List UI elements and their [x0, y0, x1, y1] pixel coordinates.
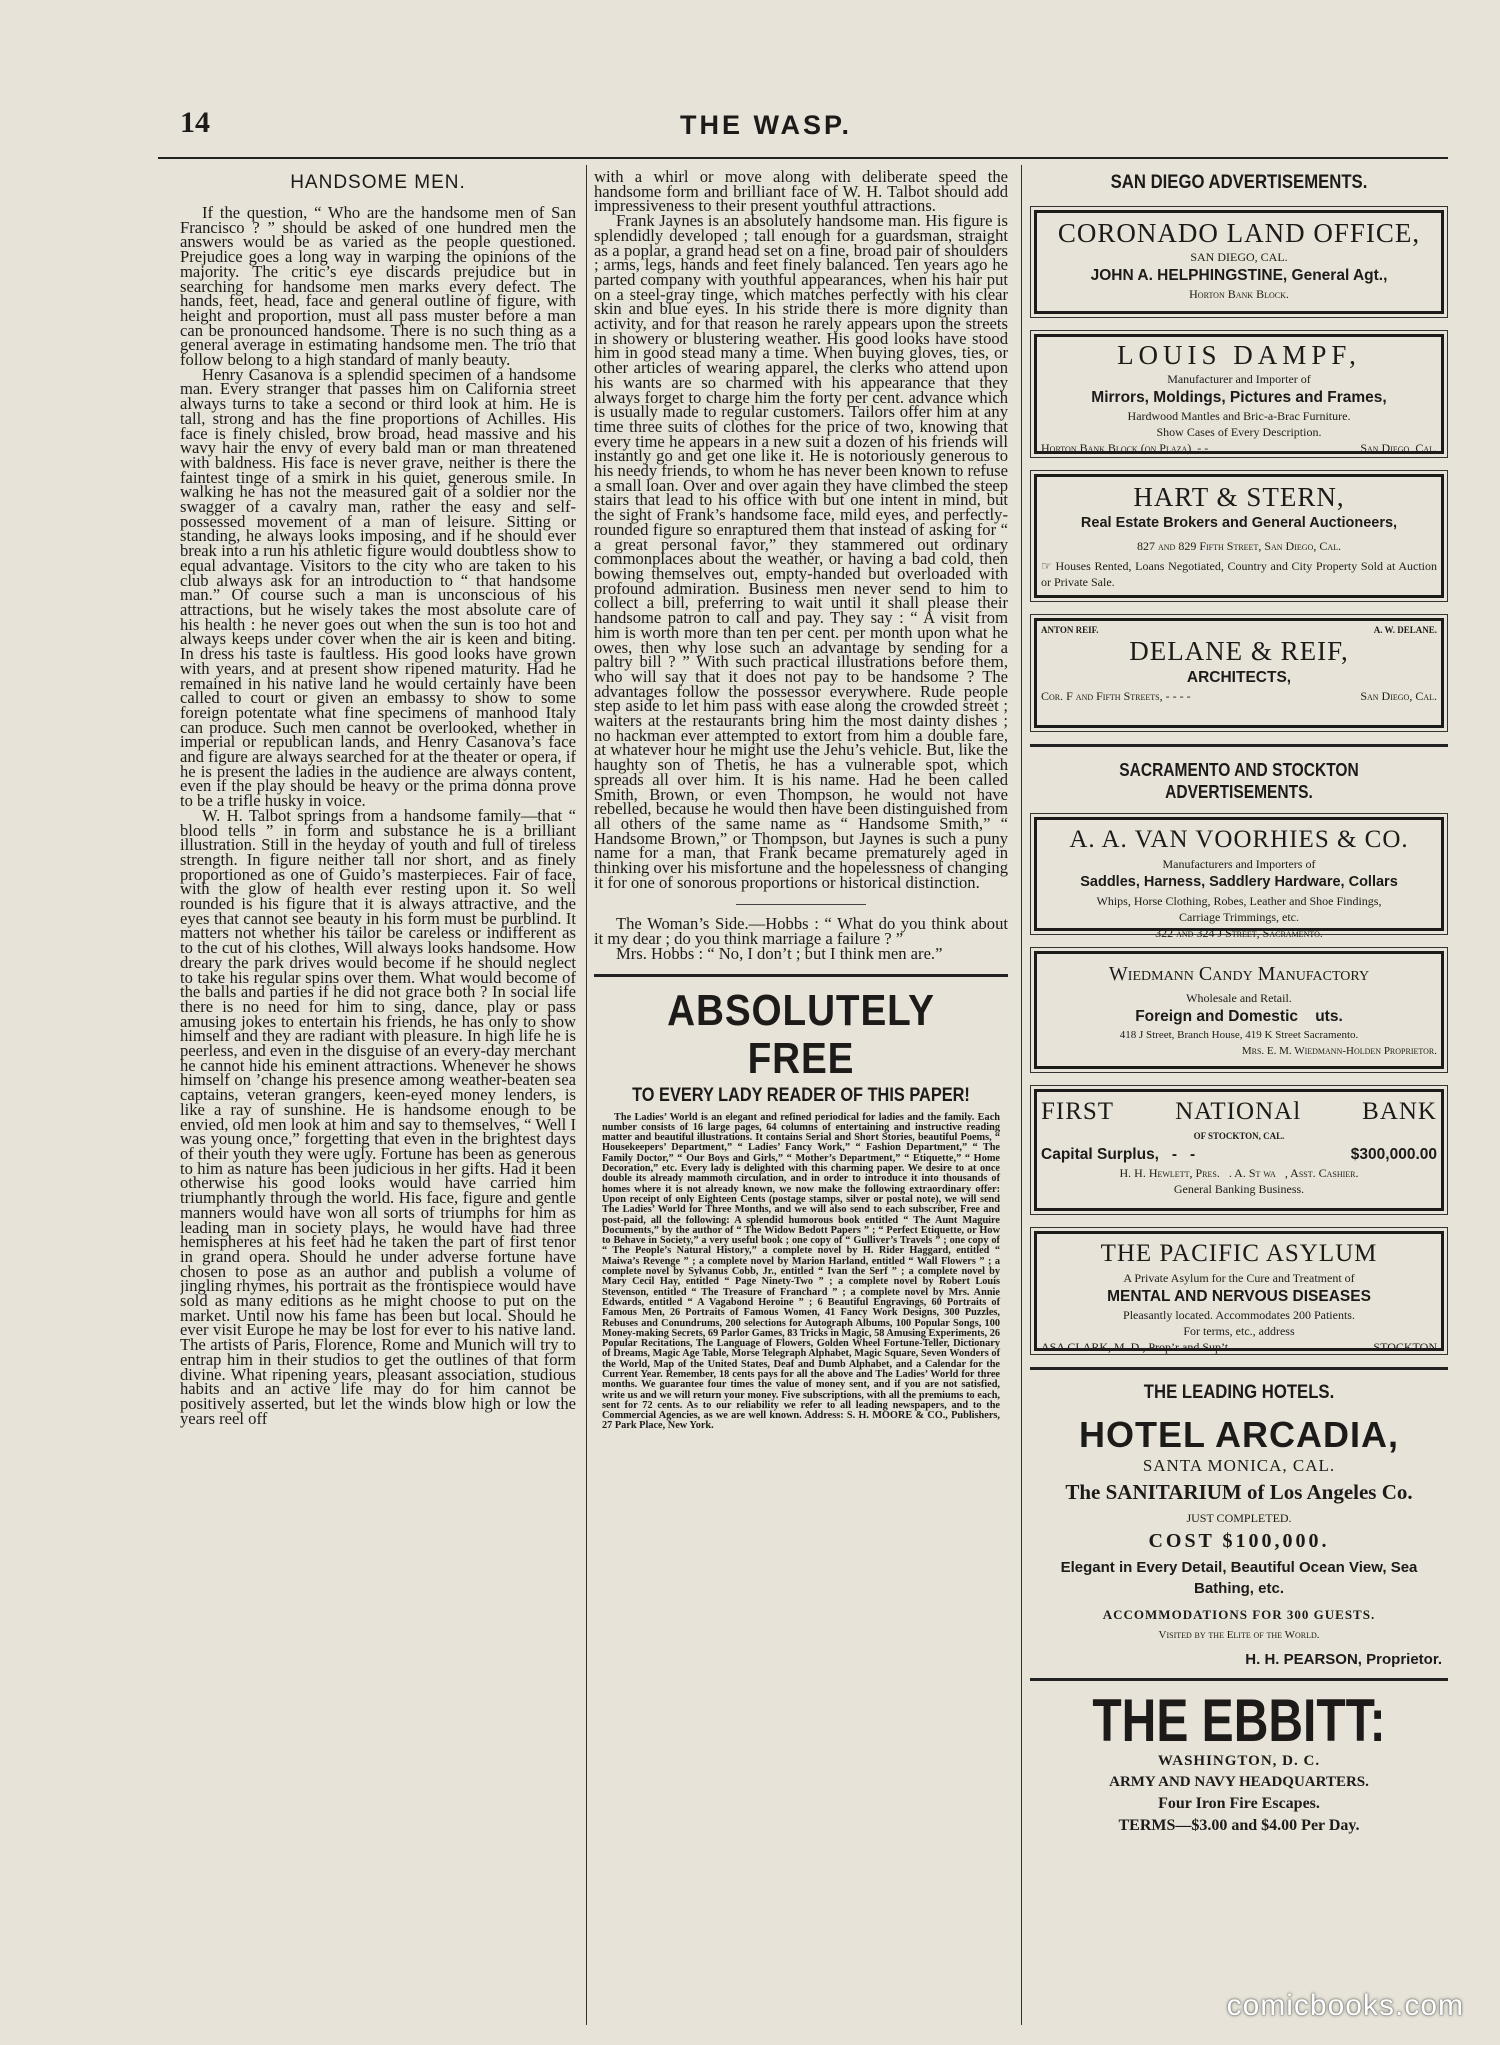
section-rule [1030, 744, 1448, 747]
article-column-2 [594, 170, 1008, 2038]
ad-agent: JOHN A. HELPHINGSTINE, General Agt., [1090, 267, 1388, 284]
ad-desc: Elegant in Every Detail, Beautiful Ocean View, Sea Bathing, etc. [1060, 1559, 1418, 1597]
ad-wiedmann [1030, 947, 1448, 1073]
ad-address: Horton Bank Block (on Plaza), - - [1041, 441, 1209, 455]
ad-name: A. A. VAN VOORHIES & CO. [1069, 826, 1409, 853]
column-divider-1 [586, 165, 587, 2025]
ad-hotel-arcadia [1030, 1414, 1448, 1668]
ad-accommodations: ACCOMMODATIONS FOR 300 GUESTS. [1102, 1607, 1376, 1622]
ad-address-row [1041, 1339, 1437, 1355]
ad-cost: COST $100,000. [1148, 1530, 1330, 1552]
ad-line: Carriage Trimmings, etc. [1179, 910, 1299, 924]
ad-hart-stern [1030, 470, 1448, 602]
ad-name-part: FIRST [1041, 1098, 1115, 1125]
ad-desc: A Private Asylum for the Cure and Treatment of [1123, 1271, 1355, 1285]
ad-proprietor: H. H. PEARSON, Proprietor. [1245, 1651, 1442, 1668]
ad-capital-value: $300,000.00 [1350, 1146, 1437, 1163]
ad-status: JUST COMPLETED. [1186, 1511, 1292, 1525]
ad-escapes: Four Iron Fire Escapes. [1158, 1795, 1320, 1812]
ad-hq: ARMY AND NAVY HEADQUARTERS. [1109, 1774, 1369, 1790]
ad-proprietor: Mrs. E. M. Wiedmann-Holden Proprietor. [1241, 1045, 1437, 1057]
ad-name: HOTEL ARCADIA, [1079, 1414, 1399, 1455]
ad-name: DELANE & REIF, [1129, 636, 1349, 666]
ad-name: Wiedmann Candy Manufactory [1108, 963, 1370, 985]
ad-city: SANTA MONICA, CAL. [1142, 1456, 1336, 1475]
separator-rule [594, 974, 1008, 977]
article-paragraph: with a whirl or move along with deliberate speed the handsome form and brilliant face of W. H. Talbot should add impressiveness to their present youthful attractions. [594, 170, 1008, 216]
ad-name-part: NATIONAl [1175, 1098, 1302, 1125]
article-paragraph: Frank Jaynes is an absolutely handsome man. His figure is splendidly developed ; tall enough for a guardsman, straight as a poplar, a grand head set on a fine, broad pair of shoulders ; arms, legs, hands and feet finely balanced. Ten years ago he parted company with youthful appearances, when his hair put on a steel-gray tinge, which matches perfectly with his clear skin and blue eyes. In his stride there is more dignity than activity, and for that reason he rarely appears upon the streets in showery or blustering weather. His good looks have stood him in good stead many a time. When buying gloves, ties, or other articles of wearing apparel, the clerks who attend upon his wants are so charmed with his appearance that they always forget to charge him the forty per cent. advance which is usually made to regular customers. Tailors offer him at any time three suits of clothes for the price of two, knowing that every time he appears in a new suit a dozen of his friends will instantly go and get one like it. He is notoriously generous to his needy friends, to whom he has never been known to refuse a small loan. Over and over again they have climbed the steep stairs that lead to his office with but one intent in mind, but the sight of Frank’s handsome face, mild eyes, and perfectly-rounded figure so enraptured them that instead of asking for “ a great personal favor,” they stammered out ordinary commonplaces about the weather, or having a bad cold, then bowing themselves out, empty-handed but overloaded with profound admiration. Business men never send to him to collect a bill, preferring to wait until it shall please their handsome patron to call and pay. They say : “ A visit from him is worth more than ten per cent. per month upon what he owes, then why lose such an advantage by sending for a paltry bill ? ” With such practical illustrations before them, who will say that it does not pay to be handsome ? The advantages follow the possessor everywhere. Rude people step aside to let him pass with ease along the crowded street ; waiters at the restaurants bring him the most dainty dishes ; no hackman ever attempted to extort from him a double fare, at whatever hour he might use the Jehu’s vehicle. But, like the haughty son of Thetis, he has a vulnerable spot, which spreads all over him. It is his name. Had he been called Smith, Brown, or even Thompson, he would not have rebelled, because he would then have been distinguished from all others of the same name as “ Handsome Smith,” “ Handsome Brown,” or Thompson, but Jaynes is such a puny name for a man, that Frank became prematurely aged in thinking over his misfortune and the hopelessness of changing it for one of sonorous proportions or historical distinction. [594, 211, 1008, 892]
ad-ebbitt [1030, 1689, 1448, 1835]
ad-van-voorhies [1030, 813, 1448, 940]
ad-address: 827 and 829 Fifth Street, San Diego, Cal. [1136, 539, 1341, 553]
ad-address: 322 and 324 J Street, Sacramento. [1155, 926, 1323, 940]
ad-address: 418 J Street, Branch House, 419 K Street Sacramento. [1119, 1029, 1359, 1041]
ad-city: STOCKTON [1373, 1340, 1437, 1354]
ad-coronado [1030, 206, 1448, 318]
ad-visited: Visited by the Elite of the World. [1158, 1629, 1320, 1641]
ad-desc: Manufacturer and Importer of [1167, 372, 1311, 386]
ad-name-row [1041, 1096, 1437, 1128]
ad-city: OF STOCKTON, CAL. [1193, 1131, 1285, 1141]
ad-partner: A. W. DELANE. [1373, 625, 1437, 635]
ad-city: San Diego, Cal. [1360, 689, 1437, 703]
ad-address: Horton Bank Block. [1189, 287, 1289, 301]
ad-address-row [1041, 440, 1437, 456]
article-column-1 [180, 165, 576, 2033]
ad-goods: Saddles, Harness, Saddlery Hardware, Collars [1080, 874, 1398, 890]
ad-city: San Diego, Cal. [1360, 441, 1437, 455]
page-number: 14 [180, 106, 210, 139]
ad-delane-reif [1030, 614, 1448, 732]
ad-address: Cor. F and Fifth Streets, - - - - [1041, 689, 1191, 703]
ad-name: THE EBBITT: [1092, 1687, 1386, 1754]
watermark: comicbooks.com [1226, 1989, 1464, 2022]
ad-terms: TERMS—$3.00 and $4.00 Per Day. [1118, 1817, 1360, 1834]
ad-city: SAN DIEGO, CAL. [1190, 250, 1288, 264]
ad-name: LOUIS DAMPF, [1117, 340, 1361, 370]
joke-text: The Woman’s Side.—Hobbs : “ What do you think about it my dear ; do you think marriage a failure ? ” [594, 914, 1008, 949]
ad-line: The SANITARIUM of Los Angeles Co. [1065, 1480, 1413, 1504]
ad-capital-label: Capital Surplus, - - [1041, 1146, 1196, 1163]
free-ad-subtitle: TO EVERY LADY READER OF THIS PAPER! [632, 1084, 970, 1106]
article-heading: HANDSOME MEN. [290, 172, 466, 193]
top-rule [158, 157, 1448, 159]
section-rule [1030, 1678, 1448, 1681]
ad-goods: Foreign and Domestic uts. [1135, 1008, 1343, 1025]
ad-name: THE PACIFIC ASYLUM [1100, 1240, 1378, 1267]
ad-desc: Real Estate Brokers and General Auctioneers, [1080, 515, 1398, 531]
ad-address: ASA CLARK, M. D., Prop’r and Sup’t. [1041, 1340, 1232, 1354]
separator-rule [736, 904, 866, 905]
ad-desc: Wholesale and Retail. [1186, 991, 1292, 1005]
ad-goods: MENTAL AND NERVOUS DISEASES [1107, 1288, 1371, 1305]
ads-column [1030, 168, 1448, 2038]
free-ad-title: ABSOLUTELY FREE [667, 985, 935, 1083]
ad-line: Whips, Horse Clothing, Robes, Leather and Shoe Findings, [1096, 894, 1382, 908]
ad-line: Pleasantly located. Accommodates 200 Patients. [1123, 1308, 1355, 1322]
ad-desc: ARCHITECTS, [1186, 669, 1292, 686]
ad-pacific-asylum [1030, 1227, 1448, 1355]
free-ad-body: The Ladies’ World is an elegant and refined periodical for ladies and the family. Each number consists of 16 large pages, 64 columns of entertaining and instructive reading matter and beautiful illustrations. It contains Serial and Short Stories, beautiful Poems, “ Housekeepers’ Department,” “ Ladies’ Fancy Work,” “ Fashion Department,” “ The Family Doctor,” “ Our Boys and Girls,” “ Mother’s Department,” “ Etiquette,” “ Home Decoration,” etc. Every lady is delighted with this charming paper. We desire to at once double its already mammoth circulation, and in order to introduce it into thousands of homes where it is not already known, we now make the following extraordinary offer: Upon receipt of only Eighteen Cents (postage stamps, silver or postal note), we will send The Ladies’ World for Three Months, and we will also send to each subscriber, Free and post-paid, all the following: A splendid humorous book entitled “ The Aunt Maguire Documents,” by the author of “ The Widow Bedott Papers ” ; “ Perfect Etiquette, or How to Behave in Society,” a very useful book ; one copy of “ Gulliver’s Travels ” ; one copy of “ The People’s Natural History,” a complete novel by H. Rider Haggard, entitled “ Maiwa’s Revenge ” ; a complete novel by Marion Harland, entitled “ Wall Flowers ” ; a complete novel by Sylvanus Cobb, Jr., entitled “ Ivan the Serf ” ; a complete novel by Mary Cecil Hay, entitled “ Page Ninety-Two ” ; a complete novel by Robert Louis Stevenson, entitled “ The Treasure of Franchard ” ; a complete novel by Mrs. Annie Edwards, entitled “ A Vagabond Heroine ” ; 6 Beautiful Engravings, 60 Portraits of Famous Men, 26 Portraits of Famous Women, 41 Fancy Work Designs, 300 Puzzles, Rebuses and Conundrums, 200 selections for Autograph Albums, 100 Popular Songs, 100 Money-making Secrets, 69 Parlor Games, 83 Tricks in Magic, 58 Amusing Experiments, 26 Popular Recitations, The Language of Flowers, Golden Wheel Fortune-Teller, Dictionary of Dreams, Magic Age Table, Morse Telegraph Alphabet, Magic Square, Seven Wonders of the World, Map of the United States, Deaf and Dumb Alphabet, and a Calendar for the Current Year. Remember, 18 cents pays for all the above and The Ladies’ World for three months. We guarantee four times the value of money sent, and if you are not satisfied, write us and we will return your money. Five subscriptions, with all the premiums to each, sent for 72 cents. As to our reliability we refer to all leading newspapers, and to the Commercial Agencies, as we are well known. Address: S. H. MOORE & CO., Publishers, 27 Park Place, New York. [602, 1111, 1000, 1432]
article-paragraph: If the question, “ Who are the handsome men of San Francisco ? ” should be asked of one hundred men the answers would be as varied as the people questioned. Prejudice goes a long way in warping the opinions of the majority. The critic’s eye discards prejudice but in searching for handsome men marks every defect. The hands, feet, head, face and general outline of figure, with height and proportion, must all pass muster before a man can be pronounced handsome. There is no such thing as a general average in estimating handsome men. The trio that follow belong to a high standard of manly beauty. [180, 203, 576, 370]
column-divider-2 [1021, 165, 1022, 2025]
ad-officers: H. H. Hewlett, Pres. . A. St wa , Asst. Cashier. [1119, 1166, 1359, 1180]
free-ad-body-wrap [594, 1113, 1008, 1432]
ad-line: Hardwood Mantles and Bric-a-Brac Furniture. [1127, 409, 1351, 423]
article-paragraph: W. H. Talbot springs from a handsome family—that “ blood tells ” in form and substance he is a brilliant illustration. Still in the heyday of youth and full of tireless strength. In figure neither tall nor short, and as finely proportioned as one of Guido’s masterpieces. Fair of face, with the glow of health ever resting upon it. So well rounded is his figure that it is always attractive, and the eyes that cannot see beauty in his form must be purblind. It matters not whether his tailor be careless or indifferent as to the cut of his clothes, Will always looks handsome. How dreary the park drives would become if he should neglect to take his regular spins over them. What would become of the balls and parties if he did not grace both ? In social life there is no need for him to sing, dance, play or pass amusing jokes to entertain his friends, he has only to show himself and they are radiant with pleasure. In high life he is peerless, and even in the disguise of an every-day merchant he cannot hide his eminent attractions. Whenever he shows himself on ’change his presence among weather-beaten sea captains, veteran grangers, keen-eyed money lenders, is like a ray of sunshine. He is handsome enough to be envied, old men look at him and say to themselves, “ Well I was young once,” forgetting that even in the brightest days of their youth they were ugly. Fortune has been as generous to him as nature has been judicious in her gifts. Had it been otherwise his good looks would have carried him triumphantly through the world. His face, figure and gentle manners would have won all sorts of triumphs for him as leading man in society plays, he would have had three hemispheres at his feet had he taken the part of first tenor in grand opera. Should he under adverse fortune have chosen to pose as an author and publish a volume of jingling rhymes, his portrait as the frontispiece would have sold as many editions as he might choose to put on the market. Until now his fame has been but local. Should he ever visit Europe he may be lost for ever to his native land. The artists of Paris, Florence, Rome and Munich will try to entrap him in their studios to get the outlines of that form divine. What ripening years, pleasant association, studious habits and an active life may do for him cannot be positively asserted, but let the winds blow high or low the years reel off [180, 805, 576, 1428]
section-rule [1030, 1367, 1448, 1370]
ad-first-national-bank [1030, 1085, 1448, 1215]
ad-goods: Mirrors, Moldings, Pictures and Frames, [1091, 389, 1387, 406]
joke-text: Mrs. Hobbs : “ No, I don’t ; but I think men are.” [616, 943, 943, 963]
hotels-heading: THE LEADING HOTELS. [1143, 1382, 1335, 1403]
masthead: THE WASP. [680, 110, 853, 140]
ad-desc: Manufacturers and Importers of [1162, 857, 1316, 871]
ad-city: WASHINGTON, D. C. [1157, 1753, 1321, 1769]
ad-capital-row [1041, 1144, 1437, 1165]
ad-name-part: BANK [1362, 1098, 1437, 1125]
ad-address-row [1041, 688, 1437, 704]
ad-name: CORONADO LAND OFFICE, [1057, 218, 1421, 248]
ad-note: ☞ Houses Rented, Loans Negotiated, Country and City Property Sold at Auction or Private Sale. [1041, 559, 1437, 589]
ad-dampf [1030, 330, 1448, 458]
ad-line: Show Cases of Every Description. [1156, 425, 1322, 439]
ad-business: General Banking Business. [1173, 1182, 1305, 1196]
ad-partner: ANTON REIF. [1041, 625, 1099, 635]
san-diego-heading: SAN DIEGO ADVERTISEMENTS. [1110, 172, 1368, 193]
ad-line: For terms, etc., address [1183, 1324, 1295, 1338]
ad-partners [1041, 625, 1437, 635]
ad-name: HART & STERN, [1133, 482, 1345, 512]
article-paragraph: Henry Casanova is a splendid specimen of a handsome man. Every stranger that passes him on California street always turns to take a second or third look at him. He is tall, strong and has the fine proportions of Achilles. His face is finely chisled, brow broad, head massive and his wavy hair the envy of every bald man or man threatened with baldness. His face is never grave, neither is there the faintest tinge of a smirk in his quiet, generous smile. In walking he has not the measured gait of a soldier nor the swagger of a cavalry man, rather the easy and self-possessed movement of a man of leisure. Sitting or standing, he always looks imposing, and if he should ever break into a run his athletic figure would doubtless show to equal advantage. Visitors to the city who are taken to his club always ask for an introduction to “ that handsome man.” Of course such a man is unconscious of his attractions, but he wisely takes the most absolute care of his health : he never goes out when the sun is too hot and always keeps under cover when the air is keen and biting. In dress his taste is faultless. His good looks have grown with years, and at present show ripened maturity. Had he remained in his native land he would certainly have been called to court or given an embassy to show to some foreign potentate what fine specimens of manhood Italy can produce. Such men cannot be overlooked, whether in imperial or republican lands, and Henry Casanova’s face and figure are always searched for at the theater or opera, if he is present the ladies in the audience are always content, even if the play should be heavy or the prima donna prove to be a trifle husky in voice. [180, 364, 576, 811]
sacramento-heading: SACRAMENTO AND STOCKTON ADVERTISEMENTS. [1119, 759, 1359, 802]
